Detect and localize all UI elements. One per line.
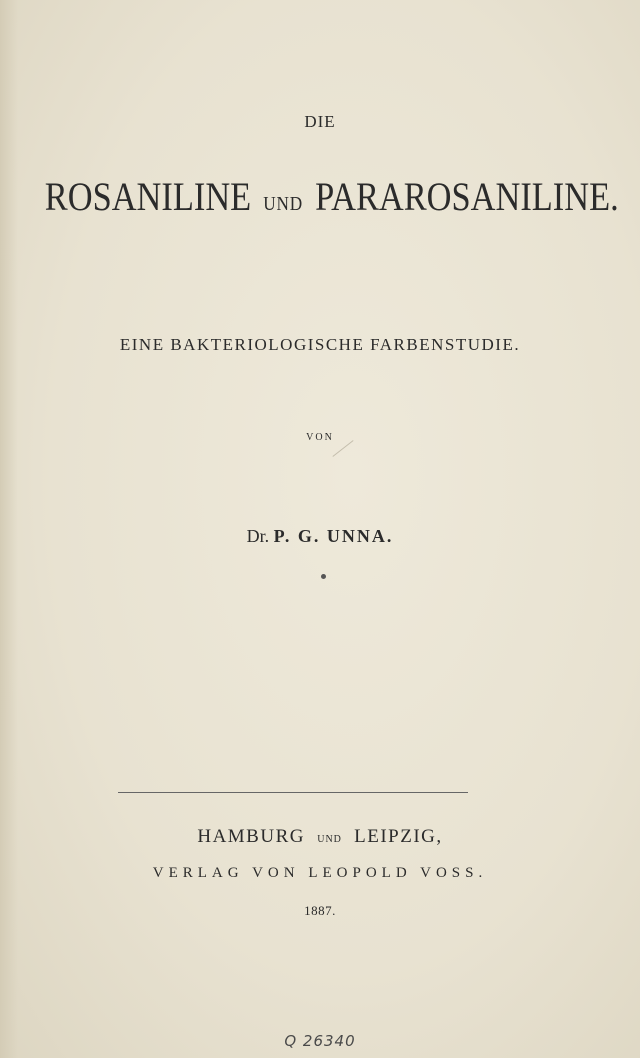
imprint-place [0, 826, 640, 848]
title-part-1: ROSANILINE [44, 174, 252, 219]
book-title [44, 173, 619, 220]
subtitle: EINE BAKTERIOLOGISCHE FARBENSTUDIE. [119, 335, 521, 354]
title-connector: UND [263, 193, 304, 215]
publication-year: 1887. [304, 903, 336, 918]
ornament-dot [321, 574, 326, 579]
place-1: HAMBURG [197, 826, 305, 847]
title-part-2: PARAROSANILINE. [315, 174, 619, 219]
publisher: VERLAG VON LEOPOLD VOSS. [152, 865, 488, 881]
author [0, 526, 640, 547]
author-name: P. G. UNNA. [273, 526, 394, 546]
place-2: LEIPZIG, [354, 826, 443, 847]
title-article: DIE [304, 112, 336, 131]
author-prefix: Dr. [246, 526, 270, 546]
library-shelfmark: Q 26340 [284, 1032, 356, 1050]
by-line: VON [306, 432, 334, 443]
divider-rule [118, 792, 468, 793]
place-connector: UND [317, 834, 342, 845]
